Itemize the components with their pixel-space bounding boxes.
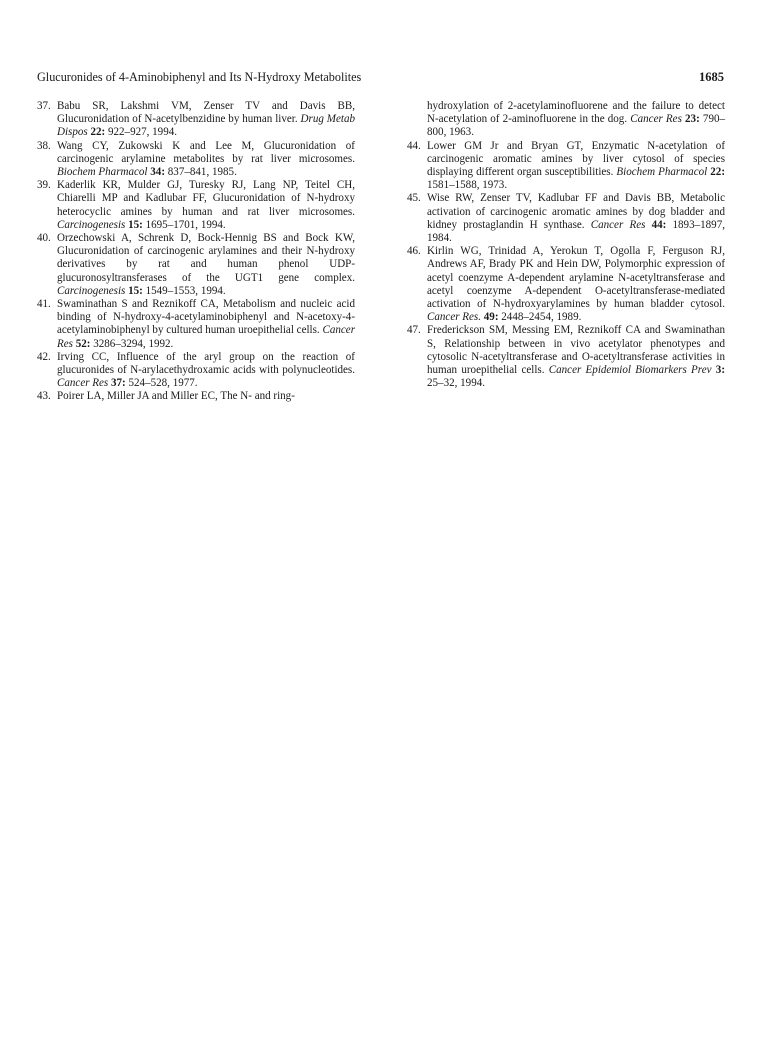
reference-text xyxy=(407,100,725,140)
reference-text xyxy=(57,232,355,298)
reference-item xyxy=(37,390,355,403)
reference-pages: 837–841, 1985. xyxy=(167,166,237,179)
reference-pages: 2448–2454, 1989. xyxy=(501,311,582,324)
reference-text xyxy=(427,324,725,390)
reference-item xyxy=(407,100,725,140)
reference-authors: Wise RW, Zenser TV, Kadlubar FF and Davis BB, Metabolic activation of carcinogenic aromatic amines by dog bladder and kidney prostaglandin H synthase. xyxy=(427,192,725,231)
reference-journal: Carcinogenesis xyxy=(57,218,126,231)
reference-number: 38. xyxy=(37,139,51,152)
reference-pages: 790–800, 1963. xyxy=(427,113,726,139)
reference-journal: Cancer Res xyxy=(630,113,682,126)
reference-volume: 15: xyxy=(128,218,143,231)
reference-journal: Biochem Pharmacol xyxy=(616,166,708,179)
reference-journal: Biochem Pharmacol xyxy=(57,166,148,179)
reference-column-left xyxy=(37,100,355,404)
reference-authors: Irving CC, Influence of the aryl group on the reaction of glucuronides of N-arylacethydroxamic acids with polynucleotides. xyxy=(57,350,355,377)
reference-authors: Orzechowski A, Schrenk D, Bock-Hennig BS and Bock KW, Glucuronidation of carcinogenic arylamines and their N-hydroxy derivatives by rat and human phenol UDP-glucuronosyltransferases of the UGT1 gene complex. xyxy=(57,232,355,284)
reference-item xyxy=(37,351,355,391)
reference-pages: 3286–3294, 1992. xyxy=(93,337,174,350)
reference-authors: hydroxylation of 2-acetylaminofluorene and the failure to detect N-acetylation of 2-aminofluorene in the dog. xyxy=(427,100,725,126)
reference-text xyxy=(57,298,355,351)
reference-journal: Cancer Res xyxy=(590,218,646,231)
reference-number: 47. xyxy=(407,324,421,337)
reference-journal: Drug Metab Dispos xyxy=(57,113,355,139)
reference-volume: 37: xyxy=(111,377,126,390)
reference-text xyxy=(57,140,355,180)
reference-authors: Poirer LA, Miller JA and Miller EC, The N- and ring- xyxy=(57,390,295,403)
reference-volume: 3: xyxy=(715,364,725,377)
reference-pages: 1549–1553, 1994. xyxy=(145,284,226,297)
running-header xyxy=(37,70,724,85)
reference-item xyxy=(407,245,725,324)
reference-number: 39. xyxy=(37,179,51,192)
reference-volume: 49: xyxy=(483,311,499,324)
reference-authors: Kirlin WG, Trinidad A, Yerokun T, Ogolla F, Ferguson RJ, Andrews AF, Brady PK and Hein DW, Polymorphic expression of acetyl coenzyme A-dependent arylamine N-acetyltransferase and acetyl coenzyme A-dependent O-acetyltransferase-mediated activation of N-hydroxyarylamines by human bladder cytosol. xyxy=(427,245,725,311)
reference-item xyxy=(407,324,725,390)
reference-authors: Kaderlik KR, Mulder GJ, Turesky RJ, Lang NP, Teitel CH, Chiarelli MP and Kadlubar FF, Glucuronidation of N-hydroxy heterocyclic amines by human and rat liver microsomes. xyxy=(57,179,355,218)
reference-number: 40. xyxy=(37,232,51,245)
reference-text xyxy=(427,192,725,245)
reference-number: 37. xyxy=(37,100,51,112)
reference-number: 41. xyxy=(37,298,51,311)
reference-text xyxy=(57,390,355,403)
page-number: 1685 xyxy=(699,70,724,84)
reference-number: 45. xyxy=(407,192,421,205)
reference-item xyxy=(37,298,355,351)
reference-text xyxy=(57,179,355,232)
reference-authors: Swaminathan S and Reznikoff CA, Metabolism and nucleic acid binding of N-hydroxy-4-acetylaminobiphenyl and N-acetoxy-4-acetylaminobiphenyl by cultured human uroepithelial cells. xyxy=(57,298,355,337)
reference-pages: 25–32, 1994. xyxy=(427,377,485,390)
reference-item xyxy=(37,232,355,298)
running-title: Glucuronides of 4-Aminobiphenyl and Its N-Hydroxy Metabolites xyxy=(37,70,362,84)
reference-volume: 22: xyxy=(710,166,725,179)
reference-pages: 1893–1897, 1984. xyxy=(427,218,725,245)
reference-journal: Cancer Res xyxy=(57,324,355,350)
reference-journal: Carcinogenesis xyxy=(57,284,126,297)
reference-volume: 23: xyxy=(685,113,700,126)
reference-authors: Babu SR, Lakshmi VM, Zenser TV and Davis BB, Glucuronidation of N-acetylbenzidine by human liver. xyxy=(57,100,355,126)
reference-volume: 15: xyxy=(128,284,143,297)
reference-item xyxy=(37,140,355,180)
reference-pages: 524–528, 1977. xyxy=(128,377,198,390)
reference-text xyxy=(427,245,725,324)
reference-volume: 22: xyxy=(90,126,106,139)
reference-volume: 52: xyxy=(75,337,91,350)
reference-column-right xyxy=(407,100,725,390)
reference-number: 43. xyxy=(37,390,51,403)
reference-item xyxy=(407,192,725,245)
reference-authors: Frederickson SM, Messing EM, Reznikoff CA and Swaminathan S, Relationship between in vivo acetylator phenotypes and cytosolic N-acetyltransferase and O-acetyltransferase activities in human uroepithelial cells. xyxy=(427,324,725,377)
reference-number: 44. xyxy=(407,139,421,152)
reference-text xyxy=(427,140,725,193)
reference-number: 46. xyxy=(407,245,421,258)
reference-number: 42. xyxy=(37,350,51,363)
reference-authors: Wang CY, Zukowski K and Lee M, Glucuronidation of carcinogenic arylamine metabolites by rat liver microsomes. xyxy=(57,139,355,165)
reference-authors: Lower GM Jr and Bryan GT, Enzymatic N-acetylation of carcinogenic aromatic amines by liver cytosol of species displaying different organ susceptibilities. xyxy=(427,139,725,179)
reference-volume: 34: xyxy=(150,166,166,179)
reference-journal: Cancer Res xyxy=(57,377,109,390)
reference-pages: 922–927, 1994. xyxy=(107,126,178,139)
reference-item xyxy=(37,100,355,140)
reference-item xyxy=(407,140,725,193)
reference-volume: 44: xyxy=(651,218,667,231)
reference-text xyxy=(57,351,355,391)
reference-pages: 1581–1588, 1973. xyxy=(427,179,508,192)
reference-pages: 1695–1701, 1994. xyxy=(145,218,226,231)
reference-text xyxy=(57,100,355,140)
reference-item xyxy=(37,179,355,232)
reference-journal: Cancer Epidemiol Biomarkers Prev xyxy=(548,364,712,377)
reference-journal: Cancer Res. xyxy=(427,311,481,324)
